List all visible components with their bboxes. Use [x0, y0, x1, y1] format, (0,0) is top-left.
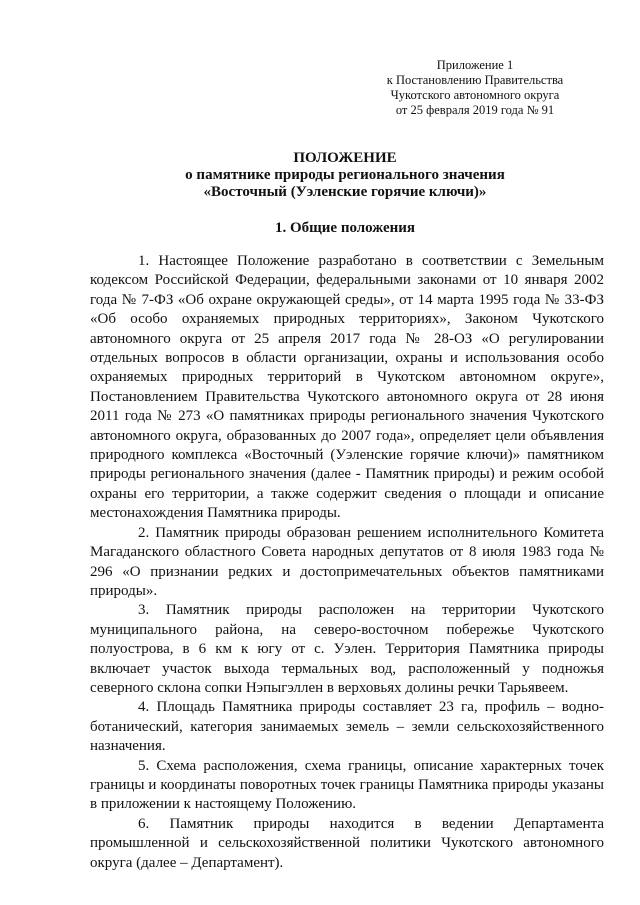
document-title	[90, 150, 600, 201]
appendix-line-2: к Постановлению Правительства	[386, 73, 564, 87]
paragraph: 2. Памятник природы образован решением исполнительного Комитета Магаданского областного Совета народных депутатов от 8 июля 1983 года № 296 «О признании редких и достопримечательных объектов памятниками природы».	[90, 524, 604, 599]
paragraph: 6. Памятник природы находится в ведении Департамента промышленной и сельскохозяйственной политики Чукотского автономного округа (далее – Департамент).	[90, 815, 604, 871]
title-line-1: ПОЛОЖЕНИЕ	[293, 150, 397, 166]
appendix-line-4: от 25 февраля 2019 года № 91	[395, 103, 555, 117]
appendix-line-3: Чукотского автономного округа	[390, 88, 560, 102]
appendix-reference	[360, 58, 590, 118]
paragraph: 1. Настоящее Положение разработано в соответствии с Земельным кодексом Российской Федерации, федеральными законами от 10 января 2002 года № 7-ФЗ «Об охране окружающей среды», от 14 марта 1995 года № 33-ФЗ «Об особо охраняемых природных территориях», Законом Чукотского автономного округа от 25 апреля 2017 года № 28-ОЗ «О регулировании отдельных вопросов в области организации, охраны и использования особо охраняемых природных территорий в Чукотском автономном округе», Постановлением Правительства Чукотского автономного округа от 28 июня 2011 года № 273 «О памятниках природы регионального значения Чукотского автономного округа, образованных до 2007 года», определяет цели объявления природного комплекса «Восточный (Уэленские горячие ключи)» памятником природы регионального значения (далее - Памятник природы) и режим особой охраны его территории, а также содержит сведения о площади и описание местонахождения Памятника природы.	[90, 253, 604, 522]
appendix-line-1: Приложение 1	[436, 58, 514, 72]
title-line-3: «Восточный (Уэленские горячие ключи)»	[203, 184, 487, 200]
paragraph: 3. Памятник природы расположен на территории Чукотского муниципального района, на северо-восточном побережье Чукотского полуострова, в 6 км к югу от с. Уэлен. Территория Памятника природы включает участок выхода термальных вод, расположенный у подножья северного склона сопки Нэпыгэллен в верховьях долины речки Тарьявеем.	[90, 602, 604, 696]
paragraph: 5. Схема расположения, схема границы, описание характерных точек границы и координаты поворотных точек границы Памятника природы указаны в приложении к настоящему Положению.	[90, 757, 604, 813]
title-line-2: о памятнике природы регионального значения	[185, 167, 505, 183]
section-heading: 1. Общие положения	[274, 220, 416, 236]
paragraph: 4. Площадь Памятника природы составляет 23 га, профиль – водно-ботанический, категория занимаемых земель – земли сельскохозяйственного назначения.	[90, 699, 604, 755]
body-text	[90, 252, 604, 873]
